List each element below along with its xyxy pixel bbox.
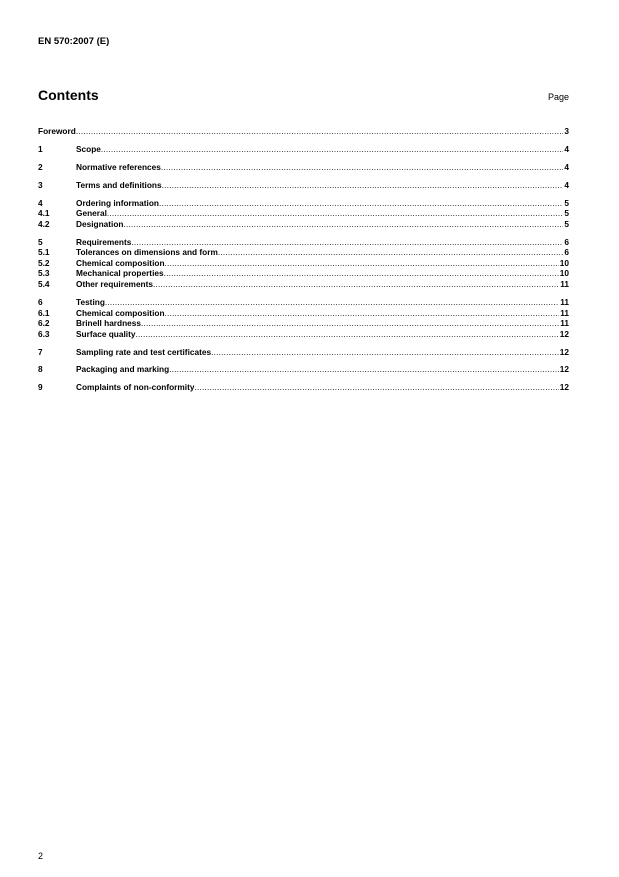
toc-dot-leader [194, 382, 558, 393]
toc-entry-title: Scope [76, 143, 101, 154]
toc-entry-page: 11 [560, 279, 569, 290]
toc-entry-page: 6 [564, 247, 569, 258]
toc-entry-title: Mechanical properties [76, 268, 164, 279]
toc-entry[interactable] [38, 247, 569, 258]
toc-entry-title: Packaging and marking [76, 364, 170, 375]
table-of-contents [38, 126, 569, 393]
toc-entry-title: Complaints of non-conformity [76, 382, 195, 393]
toc-entry[interactable] [38, 268, 569, 279]
toc-dot-leader [123, 219, 563, 230]
toc-entry-page: 12 [559, 328, 569, 339]
toc-entry[interactable] [38, 162, 569, 173]
toc-entry[interactable] [38, 297, 569, 308]
toc-entry-number: 5 [38, 236, 43, 247]
toc-entry-title: Designation [76, 218, 124, 229]
toc-entry[interactable] [38, 180, 569, 191]
toc-entry-number: 6.2 [38, 318, 50, 329]
toc-entry-number: 4 [38, 197, 43, 208]
toc-dot-leader [105, 297, 559, 308]
toc-entry-page: 12 [559, 364, 569, 375]
toc-entry-title: Other requirements [76, 279, 153, 290]
toc-entry-title: Brinell hardness [76, 318, 142, 329]
document-id-header: EN 570:2007 (E) [38, 36, 110, 47]
toc-entry-title: Tolerances on dimensions and form [76, 247, 218, 258]
toc-dot-leader [141, 318, 559, 329]
toc-entry-number: 5.2 [38, 257, 50, 268]
toc-entry[interactable] [38, 347, 569, 358]
toc-entry-number: 5.1 [38, 247, 50, 258]
toc-dot-leader [162, 180, 564, 191]
contents-heading: Contents [38, 87, 99, 103]
toc-entry-page: 4 [564, 143, 569, 154]
toc-entry[interactable] [38, 329, 569, 340]
page-number: 2 [38, 851, 44, 861]
toc-entry-page: 10 [559, 268, 569, 279]
toc-entry-title: Requirements [76, 236, 132, 247]
toc-entry[interactable] [38, 318, 569, 329]
toc-entry-page: 11 [560, 296, 569, 307]
toc-entry-title: Terms and definitions [76, 179, 162, 190]
toc-entry[interactable] [38, 237, 569, 248]
toc-entry-page: 4 [564, 179, 569, 190]
toc-entry[interactable] [38, 364, 569, 375]
toc-entry-title: Normative references [76, 161, 161, 172]
toc-entry[interactable] [38, 208, 569, 219]
toc-entry[interactable] [38, 198, 569, 209]
toc-dot-leader [165, 258, 559, 269]
toc-entry[interactable] [38, 126, 569, 137]
toc-entry-page: 6 [564, 236, 569, 247]
toc-entry-number: 8 [38, 364, 43, 375]
toc-entry-page: 5 [564, 218, 569, 229]
page-column-label: Page [547, 92, 569, 102]
toc-entry-number: 5.4 [38, 279, 50, 290]
toc-entry-title: General [76, 208, 107, 219]
toc-entry[interactable] [38, 258, 569, 269]
toc-dot-leader [218, 247, 564, 258]
toc-entry-number: 6.1 [38, 307, 50, 318]
toc-entry-page: 3 [564, 126, 569, 136]
toc-dot-leader [164, 268, 559, 279]
toc-dot-leader [101, 144, 563, 155]
toc-entry-title: Surface quality [76, 328, 136, 339]
toc-entry-page: 11 [560, 318, 569, 329]
toc-entry-number: 2 [38, 161, 43, 172]
toc-entry[interactable] [38, 382, 569, 393]
toc-entry[interactable] [38, 308, 569, 319]
toc-dot-leader [165, 308, 560, 319]
toc-entry[interactable] [38, 144, 569, 155]
toc-entry-title: Chemical composition [76, 257, 165, 268]
toc-dot-leader [169, 364, 559, 375]
toc-entry-page: 12 [559, 382, 569, 393]
toc-entry-number: 3 [38, 179, 43, 190]
toc-entry-number: 4.2 [38, 218, 50, 229]
toc-entry[interactable] [38, 279, 569, 290]
toc-entry-page: 10 [559, 257, 569, 268]
toc-entry-page: 11 [560, 307, 569, 318]
toc-dot-leader [131, 237, 563, 248]
toc-entry-page: 12 [559, 346, 569, 357]
toc-entry-number: 6.3 [38, 328, 50, 339]
toc-dot-leader [76, 126, 564, 137]
toc-entry-title: Ordering information [76, 197, 159, 208]
toc-dot-leader [159, 198, 563, 209]
toc-entry-number: 5.3 [38, 268, 50, 279]
toc-dot-leader [135, 329, 558, 340]
toc-entry-page: 5 [564, 208, 569, 219]
toc-dot-leader [161, 162, 564, 173]
toc-entry-number: 9 [38, 382, 43, 393]
toc-dot-leader [153, 279, 559, 290]
toc-entry-title: Chemical composition [76, 307, 165, 318]
toc-entry-title: Sampling rate and test certificates [76, 346, 212, 357]
toc-entry[interactable] [38, 219, 569, 230]
toc-entry-number: 7 [38, 346, 43, 357]
toc-dot-leader [211, 347, 559, 358]
toc-entry-page: 5 [564, 197, 569, 208]
toc-entry-title: Foreword [38, 126, 76, 136]
toc-entry-page: 4 [564, 161, 569, 172]
toc-dot-leader [107, 208, 563, 219]
toc-entry-number: 4.1 [38, 208, 50, 219]
toc-entry-number: 6 [38, 296, 43, 307]
toc-entry-title: Testing [76, 296, 105, 307]
toc-entry-number: 1 [38, 143, 43, 154]
